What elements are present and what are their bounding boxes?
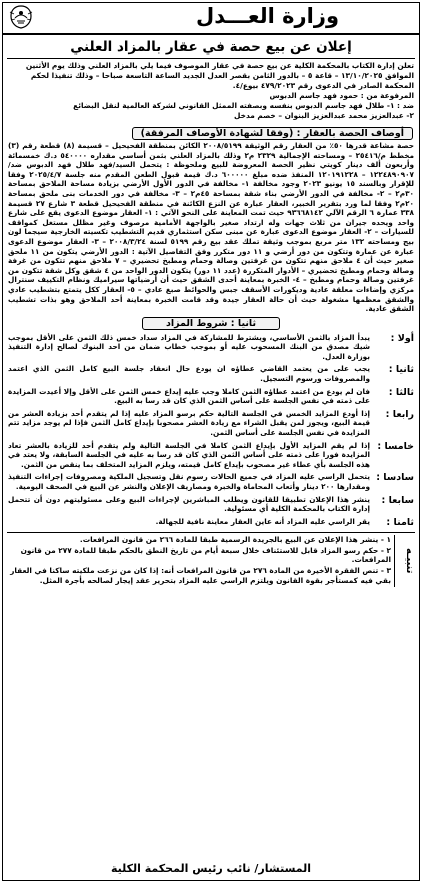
condition-item xyxy=(3,441,419,470)
announcement-frame xyxy=(2,2,420,881)
condition-text: يجب على من يعتمد القاضي عطاؤه ان يودع حال انعقاد جلسة البيع كامل الثمن الذي اعتمد والمصروفات ورسوم التسجيل. xyxy=(8,364,370,384)
condition-label: سابعا : xyxy=(381,494,414,506)
condition-text: يقر الراسي عليه المزاد أنه عاين العقار معاينة نافية للجهالة. xyxy=(155,516,370,526)
announcement-title: إعلان عن بيع حصة في عقار بالمزاد العلني xyxy=(7,37,415,59)
condition-item xyxy=(3,364,419,383)
condition-label: أولا : xyxy=(390,332,414,344)
condition-label: رابعا : xyxy=(385,408,414,420)
condition-item xyxy=(3,495,419,514)
condition-item xyxy=(3,387,419,406)
condition-item xyxy=(3,409,419,438)
plaintiff-line: المرفوعة من : حمود فهد جاسم الدبوس xyxy=(269,91,414,100)
notes-block xyxy=(7,532,415,587)
property-description xyxy=(3,141,419,314)
intro-paragraph: تعلن إدارة الكتاب بالمحكمة الكلية عن بيع حصة في عقار الموصوف فيما يلي بالمزاد العلني وذلك يوم الأثنين الموافق ١٣/١٠/٢٠٢٥ – قاعة ٥ – بالدور الثامن بقصر العدل الجديد الساعة التاسعة صباحا – وذلك تنفيذا لحكم المحكمة الصادر في الدعوى رقم ٤٧٩/٢٠٢٣ بيوع/٤. xyxy=(25,61,414,90)
defendant-line-2: ٢- عبدالعزيز محمد عبدالعزيز البنوان – خصم مدخل xyxy=(234,111,414,120)
defendant-line-1: ضد : ١- طلال فهد جاسم الدبوس بنفسه وبصفته الممثل القانوني لشركة العالمية لنقل البضائع xyxy=(73,101,414,110)
condition-text: يتحمل الراسي عليه المزاد في جميع الحالات رسوم نقل وتسجيل الملكية ومصروفات إجراءات التنفيذ ومقدارها ٢٠٠ دينار وأتعاب المحاماة والخبرة ومصاريف الإعلان والنشر عن البيع في الصحف اليومية. xyxy=(8,472,370,491)
condition-text: ينشر هذا الإعلان تطبيقا للقانون ويطلب المباشرين لإجراءات البيع وعلى مسئوليتهم دون أن تتحمل إدارة الكتاب بالمحكمة الكلية أي مسئولية. xyxy=(8,494,370,514)
notes-label: تنبيـه xyxy=(394,535,415,587)
condition-item xyxy=(3,517,419,528)
ministry-name: وزارة العـــدل xyxy=(196,4,339,28)
condition-label: ثانيا : xyxy=(388,364,414,376)
note-item: ٣ - تنص الفقرة الأخيرة من المادة ٢٧٦ من قانون المرافعات أنه: إذا كان من نزعت ملكيته ساكنا في العقار بقي فيه كمستأجر بقوة القانون ويلتزم الراسي عليه المزاد بتحرير عقد إيجار لصالحه بأجرة المثل. xyxy=(10,566,391,585)
property-description-text: حصة مشاعة قدرها ٥٠٪ من العقار رقم الوثيقة ٢٠٠٨/٥١٩٩ الكائن بمنطقة الفحيحيل – قسيمة (٨) قطعة رقم (٣) مخطط م/٢٥٤١٦ – ومساحته الإجمالية ٢٣٢٩ م٢ وذلك بالمزاد العلني بثمن أساسي مقداره ٥٤٠٠٠٠ د.ك خمسمائة وأربعون ألف دينار كويتي نظير الحصة المعروضة للبيع وملحوظة : يتحمل السيد/فهد طلال فهد الدبوس ضد/١٢٢٤٨٩٠٩٠٧ – ١٢٠١٩١٢٢٨ المنفذ ضده مبلغ ٦٠٠٠٠٠ د.ك قيمة قبول الطعن المقدم منه جلسة ٢٠٢٥/٤/٧ وفقا للإقرار وبالسند ١٥ يونيو ٢٠٢٣ وجود مخالفة ١- مخالفة في الدور الأول الأرضي بزيادة مساحة الملاحق بمساحة ٣٠م٢ – ٢- مخالفة في الدور الأرضي بناء شقة بمساحة ٤٥م٢ – ٣- مخالفة في دور الخدمات بنى ملحق بمساحة ٢٠م٢ وفقا لما ورد بتقرير الخبير، العقار عبارة عن النزع الكائنة في منطقة الفحيحيل قطعة ٣ شارع ٢٧ قسيمة ٣٣٨ عمارة ٦ الرقم الآلي ٩٣٦٦٨١٤٢ حيث تمت المعاينة على النحو الآتي : ١- العقار موضوع الدعوى يقع على شارع واحد ويحده جيران من ثلاث جهات وله ارتداد صغير بالواجهة الأمامية مرصوف وغير مظلل مستغل كمواقف للسيارات – ٢- العقار موضوع الدعوى عبارة عن مبنى سكن استثماري قديم التشطيب تكسيته الخارجية سيجما لون بيج ومساحته ١٣٢ متر مربع بموجب وثيقة تملك عقد بيع رقم ٥١٩٩ لسنة ٢٠٠٨/٣/٢٤ – ٣- العقار موضوع الدعوى عبارة عن عمارة وتتكون من دور أرضي و ١١ دور متكرر وفق التفاصيل الآتية : الدور الأرضي يتكون من ١١ ملحق صغير حيث أن ٤ ملاحق منهم تتكون من غرفتين وصالة وحمام ومطبخ تحضيري – ٧ ملاحق منهم تتكون من غرفة وصالة وحمام ومطبخ تحضيري – الأدوار المتكررة (عدد ١١ دور) يتكون الدور الواحد من ٤ شقق وكل شقة تتكون من غرفتين وصالة وحمام ومطبخ – ٤- الخبرة بمعاينة أحدى الشقق حيث أن أرضياتها سيراميك ونظام التكييف سنترال مركزي وإضاءات معلقة عادية وديكورات الأسقف جبس والحوائط صبغ عادي – ٥- العقار ككل يتمتع بتشطيب عادي والشقق معظمها مشغولة حيث أن حالة العقار جيدة وقد قامت الخبرة بمعاينة أحد الملاحق وهو بذات تشطيب الشقق عادية. xyxy=(8,141,415,314)
condition-item xyxy=(3,333,419,362)
condition-label: ثالثا : xyxy=(388,386,414,398)
notes-list xyxy=(7,535,391,587)
note-item: ١ - ينشر هذا الإعلان عن البيع بالجريدة الرسمية طبقا للمادة ٢٦٦ من قانون المرافعات. xyxy=(79,534,391,544)
condition-item xyxy=(3,472,419,491)
condition-text: إذا لم يقم المزايد الأول بإيداع الثمن كاملا في الجلسة التالية ولم يتقدم أحد للزيادة بالعشر تعاد المزايدة فورا على ذمته على أساس الثمن الذي كان قد رسا به عليه في الجلسة السابقة، ولا يعتد في هذه الجلسة بأي عطاء غير مصحوب بإيداع كامل قيمته، ويلزم المزايد المتخلف بما ينقص من الثمن. xyxy=(8,440,370,469)
condition-text: إذا أودع المزايد الخمس في الجلسة التالية حكم برسو المزاد عليه إذا لم يتقدم أحد بزيادة العشر من قيمة البيع، ويجوز لمن يقبل الشراء مع زيادة العشر مصحوبا بإيداع كامل الثمن فإذا لم يوجد مزايد تتم المزايدة في نفس الجلسة على أساس الثمن. xyxy=(8,408,370,438)
signature-line: المستشار/ نائب رئيس المحكمة الكلية xyxy=(110,862,312,875)
kuwait-emblem-icon xyxy=(7,4,35,30)
condition-text: فان لم يودع من اعتمد عطاؤه الثمن كاملا وجب عليه إيداع خمس الثمن على الأقل وإلا أعيدت المزايدة على ذمته في نفس الجلسة على أساس الثمن الذي كان قد رسا به البيع. xyxy=(8,386,370,406)
note-item: ٢ - حكم رسو المزاد قابل للاستئناف خلال سبعة أيام من تاريخ النطق بالحكم طبقا للمادة ٢٧٧ من قانون المرافعات. xyxy=(20,545,391,565)
condition-label: ثامنا : xyxy=(386,516,414,528)
condition-text: يبدأ المزاد بالثمن الأساسي، ويشترط للمشاركة في المزاد سداد خمس ذلك الثمن على الأقل بموجب شيك مصدق من البنك المسحوب عليه أو بموجب خطاب ضمان من احد البنوك لصالح إدارة التنفيذ بوزارة العدل. xyxy=(8,332,370,361)
condition-label: خامسا : xyxy=(377,440,414,452)
intro-block xyxy=(3,59,419,121)
property-section-heading: أوصاف الحصة بالعقار : (وفقا لشهادة الأوصاف المرفقة) xyxy=(132,127,413,140)
masthead xyxy=(3,3,419,35)
condition-label: سادسا : xyxy=(376,472,414,484)
conditions-section-heading: ثانيا : شروط المزاد xyxy=(142,317,280,330)
